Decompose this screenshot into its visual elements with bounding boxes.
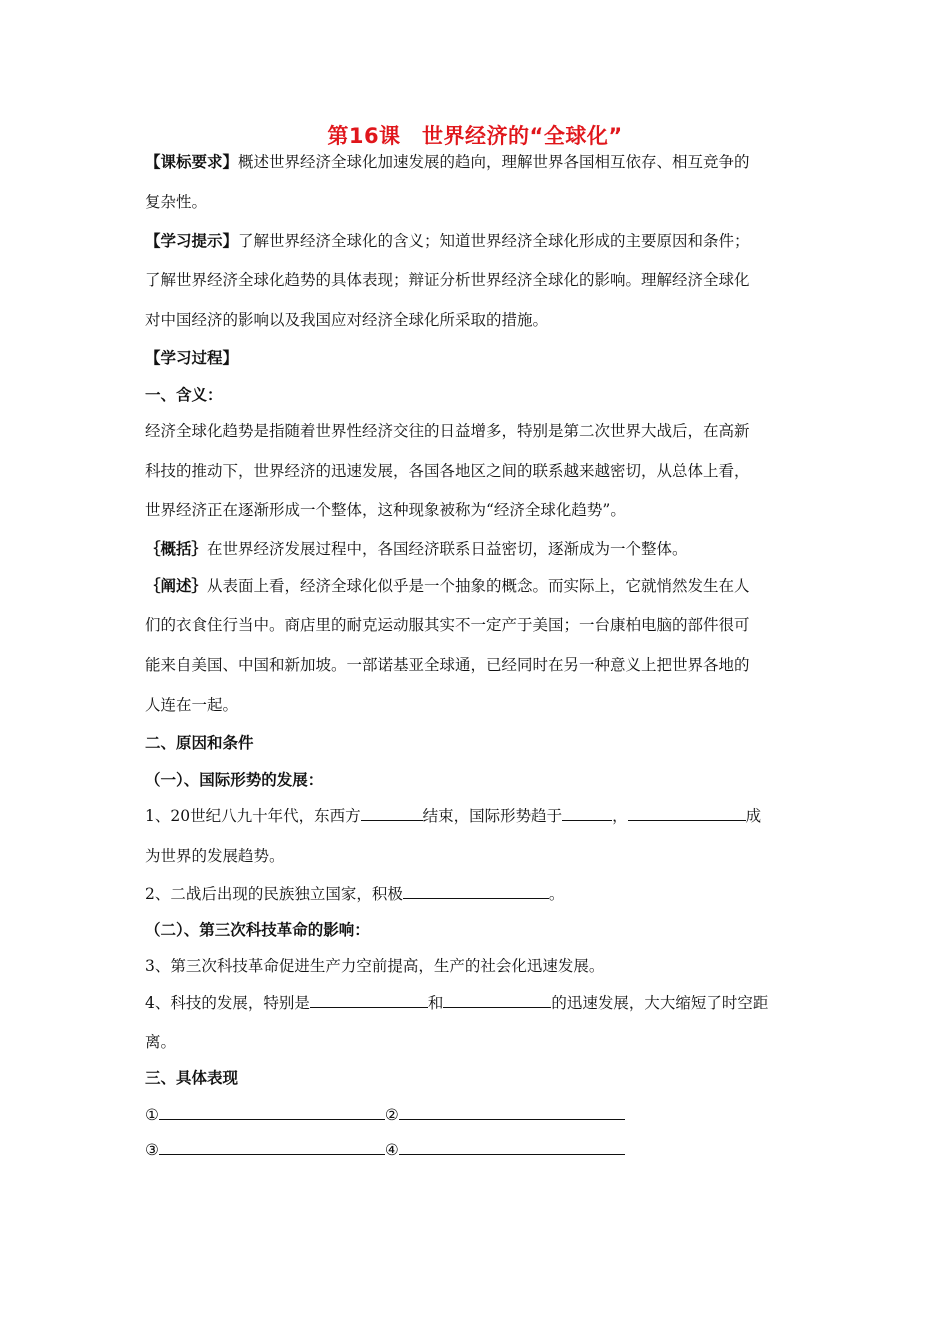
q1-text-a: 1、20世纪八九十年代，东西方 bbox=[145, 807, 361, 825]
marker-1: ① bbox=[145, 1106, 159, 1124]
manifestation-row-2 bbox=[145, 1138, 810, 1162]
section3-heading: 三、具体表现 bbox=[145, 1069, 239, 1087]
standard-line-2: 复杂性。 bbox=[145, 193, 208, 211]
question-1-line-2: 为世界的发展趋势。 bbox=[145, 847, 285, 865]
answer-blank[interactable] bbox=[403, 882, 549, 899]
explain-line-3: 能来自美国、中国和新加坡。一部诺基亚全球通，已经同时在另一种意义上把世界各地的 bbox=[145, 656, 750, 674]
definition-line-1: 经济全球化趋势是指随着世界性经济交往的日益增多，特别是第二次世界大战后，在高新 bbox=[145, 422, 750, 440]
q1-text-b: 结束，国际形势趋于 bbox=[422, 807, 563, 825]
marker-4: ④ bbox=[384, 1141, 399, 1159]
answer-blank[interactable] bbox=[399, 1138, 625, 1155]
explain-label: ｛阐述｝ bbox=[145, 577, 208, 595]
hint-label: 【学习提示】 bbox=[145, 232, 239, 250]
question-4 bbox=[145, 991, 810, 1015]
standard-label: 【课标要求】 bbox=[145, 153, 239, 171]
hint-line-3: 对中国经济的影响以及我国应对经济全球化所采取的措施。 bbox=[145, 311, 549, 329]
lesson-title: 第16课 世界经济的“全球化” bbox=[327, 124, 623, 148]
answer-blank[interactable] bbox=[628, 804, 746, 821]
standard-text: 概述世界经济全球化加速发展的趋向，理解世界各国相互依存、相互竞争的 bbox=[238, 153, 750, 171]
marker-2: ② bbox=[384, 1106, 399, 1124]
summary-text: 在世界经济发展过程中，各国经济联系日益密切，逐渐成为一个整体。 bbox=[207, 540, 688, 558]
hint-line-2: 了解世界经济全球化趋势的具体表现；辩证分析世界经济全球化的影响。理解经济全球化 bbox=[145, 271, 750, 289]
q1-text-c: ， bbox=[612, 807, 628, 825]
answer-blank[interactable] bbox=[399, 1103, 625, 1120]
answer-blank[interactable] bbox=[443, 991, 551, 1008]
hint-line-1 bbox=[145, 229, 810, 253]
answer-blank[interactable] bbox=[159, 1138, 385, 1155]
question-3: 3、第三次科技革命促进生产力空前提高，生产的社会化迅速发展。 bbox=[145, 957, 605, 975]
hint-text: 了解世界经济全球化的含义；知道世界经济全球化形成的主要原因和条件； bbox=[238, 232, 750, 250]
answer-blank[interactable] bbox=[361, 804, 423, 821]
answer-blank[interactable] bbox=[159, 1103, 385, 1120]
q4-text-a: 4、科技的发展，特别是 bbox=[145, 994, 310, 1012]
answer-blank[interactable] bbox=[310, 991, 428, 1008]
summary-label: ｛概括｝ bbox=[145, 540, 208, 558]
q2-text-b: 。 bbox=[548, 885, 565, 903]
question-1 bbox=[145, 804, 810, 828]
question-2 bbox=[145, 882, 810, 906]
process-label: 【学习过程】 bbox=[145, 349, 239, 367]
explain-text: 从表面上看，经济全球化似乎是一个抽象的概念。而实际上，它就悄然发生在人 bbox=[207, 577, 750, 595]
explain-line-1 bbox=[145, 574, 810, 598]
q1-text-d: 成 bbox=[745, 807, 762, 825]
section1-heading: 一、含义： bbox=[145, 386, 223, 404]
subsection-tech-revolution: （二）、第三次科技革命的影响： bbox=[145, 921, 370, 939]
definition-line-2: 科技的推动下，世界经济的迅速发展，各国各地区之间的联系越来越密切，从总体上看， bbox=[145, 462, 750, 480]
subsection-international: （一）、国际形势的发展： bbox=[145, 771, 324, 789]
q2-text-a: 2、二战后出现的民族独立国家，积极 bbox=[145, 885, 403, 903]
manifestation-row-1 bbox=[145, 1103, 810, 1127]
definition-line-3: 世界经济正在逐渐形成一个整体，这种现象被称为“经济全球化趋势”。 bbox=[145, 501, 626, 519]
question-4-line-2: 离。 bbox=[145, 1033, 177, 1051]
section2-heading: 二、原因和条件 bbox=[145, 734, 254, 752]
explain-line-2: 们的衣食住行当中。商店里的耐克运动服其实不一定产于美国；一台康柏电脑的部件很可 bbox=[145, 616, 750, 634]
q4-text-b: 和 bbox=[427, 994, 444, 1012]
standard-line-1 bbox=[145, 150, 810, 174]
summary-line bbox=[145, 537, 810, 561]
marker-3: ③ bbox=[145, 1141, 159, 1159]
answer-blank[interactable] bbox=[562, 804, 612, 821]
explain-line-4: 人连在一起。 bbox=[145, 696, 239, 714]
q4-text-c: 的迅速发展，大大缩短了时空距 bbox=[551, 994, 769, 1012]
